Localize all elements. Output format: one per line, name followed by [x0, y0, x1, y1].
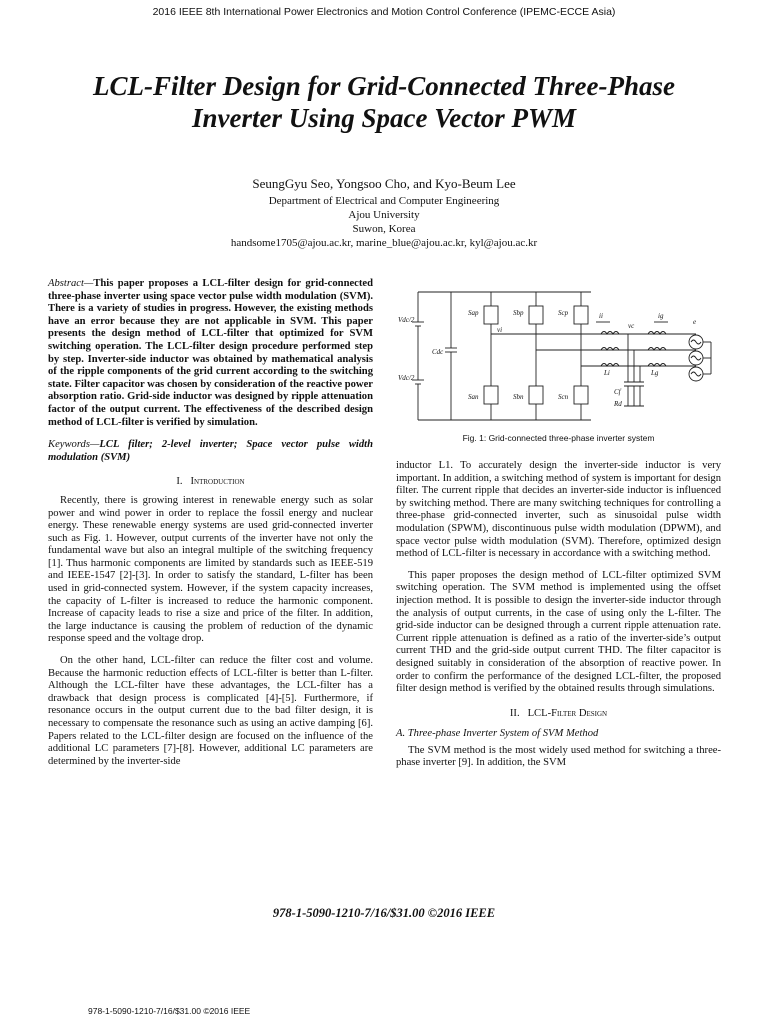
intro-paragraph-1: Recently, there is growing interest in renewable energy such as solar power and wind power in order to replace the fossil energy and nuclear energy. These renewable energy systems are used grid-connected inverter such as Fig. 1. However, output currents of the inverter have not only the fundamental wave but also an integral multiple of the switching frequency [1]. Thus harmonic components are limited by standards such as IEEE-519 and IEEE-1547 [2]-[3]. In order to satisfy the standard, L-filter has been used in grid-connected system. However, if the system capacity increases, the capacity of L-filter is increased to reduce the harmonic component. Increase of capacity leads to rise a size and price of the filter. In addition, the large inductance is causing the problem of reduction of the dynamic response speed and the voltage drop. [48, 494, 373, 645]
left-column [48, 278, 373, 768]
ig-label: ig [658, 312, 664, 320]
figure-caption: Fig. 1: Grid-connected three-phase inverter system [462, 433, 655, 443]
copyright-notice: 978-1-5090-1210-7/16/$31.00 ©2016 IEEE [272, 906, 496, 920]
emails: handsome1705@ajou.ac.kr, marine_blue@ajou.ac.kr, kyl@ajou.ac.kr [230, 237, 538, 249]
authors: SeungGyu Seo, Yongsoo Cho, and Kyo-Beum Lee [252, 176, 516, 191]
rd-label: Rd [614, 400, 622, 408]
sbp-label: Sbp [513, 309, 524, 317]
vi-label: vi [497, 326, 503, 334]
title-line-2: Inverter Using Space Vector PWM [192, 103, 576, 133]
vdc-top-label: Vdc/2 [398, 316, 415, 324]
sap-label: Sap [468, 309, 479, 317]
sbn-label: Sbn [513, 393, 524, 401]
location: Suwon, Korea [352, 223, 416, 235]
cf-label: Cf [614, 388, 621, 396]
conference-header: 2016 IEEE 8th International Power Electronics and Motion Control Conference (IPEMC-ECCE Asia) [152, 6, 616, 18]
section-title: LCL-Filter Design [527, 707, 608, 719]
section-heading-introduction [48, 476, 373, 489]
keywords-label: Keywords— [48, 439, 100, 451]
scn-label: Scn [558, 393, 569, 401]
abstract [48, 278, 373, 429]
abstract-text: This paper proposes a LCL-filter design for grid-connected three-phase inverter using space vector pulse width modulation (SVM). There is a variety of studies in progress. However, the existing methods have an error because they are not applicable in SVM. This paper presents the design method of LCL-filter that optimized for SVM switching operation. The LCL-filter design procedure performed step by step. Inverter-side inductor was obtained by mathematical analysis of the ripple components of the grid current according to the switching state. Filter capacitor was chosen by consideration of the reactive power absorption ratio. Grid-side inductor was designed by ripple attenuation factor of the output current. The effectiveness of the described design method of LCL-filter is verified by simulation. [48, 278, 373, 428]
san-label: San [468, 393, 479, 401]
keywords [48, 439, 373, 464]
ii-label: ii [599, 312, 603, 320]
title-line-1: LCL-Filter Design for Grid-Connected Three-Phase [93, 71, 675, 101]
abstract-label: Abstract— [48, 278, 94, 289]
lg-label: Lg [651, 369, 659, 377]
keywords-text: LCL filter; 2-level inverter; Space vector pulse width modulation (SVM) [48, 439, 373, 463]
e-label: e [693, 318, 697, 326]
scp-label: Scp [558, 309, 569, 317]
paper-title [20, 70, 748, 134]
right-paragraph-2: This paper proposes the design method of LCL-filter optimized SVM switching operation. The SVM method is implemented using the offset injection method. It is possible to design the inverter-side inductor through the analysis of output currents, in the case of using only the L-filter. The grid-side inductor can be designed through a current ripple attenuation rate. Current ripple attenuation is defined as a ratio of the inverter-side’s output current THD and the grid-side output current THD. The filter capacitor is designed suitably in consideration of the absorption of reactive power. In order to confirm the performance of the designed LCL-filter, the proposed filter design method is verified by the obtained results through simulations. [396, 569, 721, 695]
section-number: I. [176, 476, 183, 488]
circuit-figure [396, 282, 721, 432]
intro-paragraph-2: On the other hand, LCL-filter can reduce the filter cost and volume. Because the harmonic reduction effects of LCL-filter is better than L-filter. Although the LCL-filter have these advantages, the LCL-filter has a drawback that design process is complicated [4]-[5]. Furthermore, if resonance occurs in the output current due to the bad filter design, it is necessary to compensate the resonance such as using an active damping [6]. Papers related to the LCL-filter design are focused on the influence of the additional LC parameters [7]-[8]. However, additional LC parameters are determined by the inverter-side [48, 655, 373, 767]
vdc-bottom-label: Vdc/2 [398, 374, 415, 382]
vc-label: vc [628, 322, 635, 330]
li-label: Li [604, 369, 610, 377]
department: Department of Electrical and Computer Engineering [268, 195, 500, 207]
subsection-heading: A. Three-phase Inverter System of SVM Method [396, 728, 599, 740]
page-footer: 978-1-5090-1210-7/16/$31.00 ©2016 IEEE [88, 1006, 251, 1016]
section-title: Introduction [190, 476, 245, 488]
section-heading-lcl-filter-design [396, 708, 721, 721]
section-number: II. [509, 707, 520, 719]
right-paragraph-1: inductor L1. To accurately design the inverter-side inductor is very important. In addition, a switching method of system is important for design filter. The current ripple that decides an inverter-side inductor is influenced by switching method. There are many switching techniques for controlling a three-phase grid-connected inverter, such as sinusoidal pulse width modulation (SPWM), discontinuous pulse width modulation (DPWM), and space vector pulse width modulation (SVM). Therefore, optimized design method of LCL-filter is necessary in accordance with a switching method. [396, 460, 721, 560]
right-column [396, 460, 721, 770]
cdc-label: Cdc [432, 348, 444, 356]
university: Ajou University [348, 209, 420, 221]
affiliation [0, 194, 768, 250]
right-paragraph-3: The SVM method is the most widely used method for switching a three-phase inverter [9]. In addition, the SVM [396, 744, 721, 769]
